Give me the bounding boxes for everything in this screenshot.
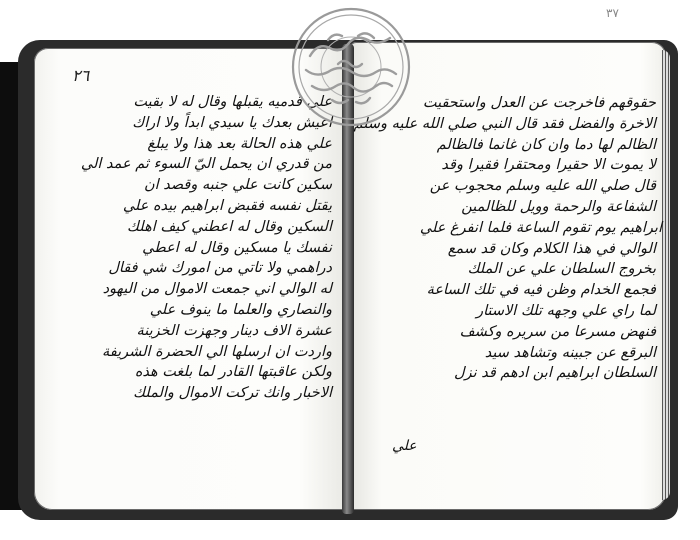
catchword: علي: [392, 438, 417, 454]
folio-mark: ٣٧: [606, 6, 619, 20]
text-line: الظالم لها دما وان كان غانما فالظالم: [436, 136, 656, 153]
text-line: البرقع عن جبينه وتشاهد سيد: [484, 344, 656, 361]
text-line: فنهض مسرعا من سريره وكشف: [459, 323, 656, 340]
text-line: دراهمي ولا تاتي من امورك شي فقال: [108, 260, 332, 277]
left-page-text: [60, 92, 332, 404]
text-line: سكين كانت علي جنبه وقصد ان: [143, 177, 332, 194]
text-line: الاخرة والفضل فقد قال النبي صلي الله عليه وسلم: [353, 115, 656, 132]
text-line: عشرة الاف دينار وجهزت الخزينة: [136, 322, 332, 339]
library-seal-icon: [288, 4, 414, 130]
text-line: السكين وقال له اعطني كيف اهلك: [127, 218, 332, 235]
right-page-text: [353, 93, 662, 384]
text-line: لما راي علي وجهه تلك الاستار: [476, 302, 656, 319]
text-line: حقوقهم فاخرجت عن العدل واستحقيت: [422, 95, 656, 111]
text-line: والنصاري والعلما ما ينوف علي: [149, 301, 332, 318]
text-line: الوالي في هذا الكلام وكان قد سمع: [447, 240, 656, 257]
text-line: السلطان ابراهيم ابن ادهم قد نزل: [454, 365, 656, 382]
text-line: لا يموت الا حقيرا ومحتقرا فقيرا وقد: [441, 157, 656, 174]
text-line: علي قدميه يقبلها وقال له لا بقيت: [133, 94, 332, 110]
text-line: واردت ان ارسلها الي الحضرة الشريفة: [102, 343, 332, 360]
text-line: له الوالي اني جمعت الاموال من اليهود: [102, 281, 332, 298]
text-line: علي هذه الحالة بعد هذا ولا يبلغ: [147, 135, 332, 152]
text-line: الاخبار وانك تركت الاموال والملك: [133, 385, 332, 402]
text-line: بخروج السلطان علي عن الملك: [467, 261, 656, 278]
page-edges: [662, 50, 670, 500]
text-line: فجمع الخدام وظن فيه في تلك الساعة: [426, 282, 656, 299]
text-line: ابراهيم يوم تقوم الساعة فلما انفرغ علي: [419, 219, 662, 236]
text-line: الشفاعة والرحمة وويل للظالمين: [461, 198, 656, 215]
page-number: ٢٦: [72, 66, 90, 85]
text-line: يقتل نفسه فقبض ابراهيم بيده علي: [122, 197, 332, 214]
text-line: نفسك يا مسكين وقال له اعطي: [142, 239, 332, 256]
text-line: ولكن عاقبتها القادر لما بلغت هذه: [134, 364, 332, 381]
text-line: اعيش بعدك يا سيدي ابداً ولا اراك: [132, 114, 332, 131]
text-line: من قدري ان يحمل اليّ السوء ثم عمد الي: [80, 156, 332, 173]
text-line: قال صلي الله عليه وسلم محجوب عن: [429, 178, 656, 195]
